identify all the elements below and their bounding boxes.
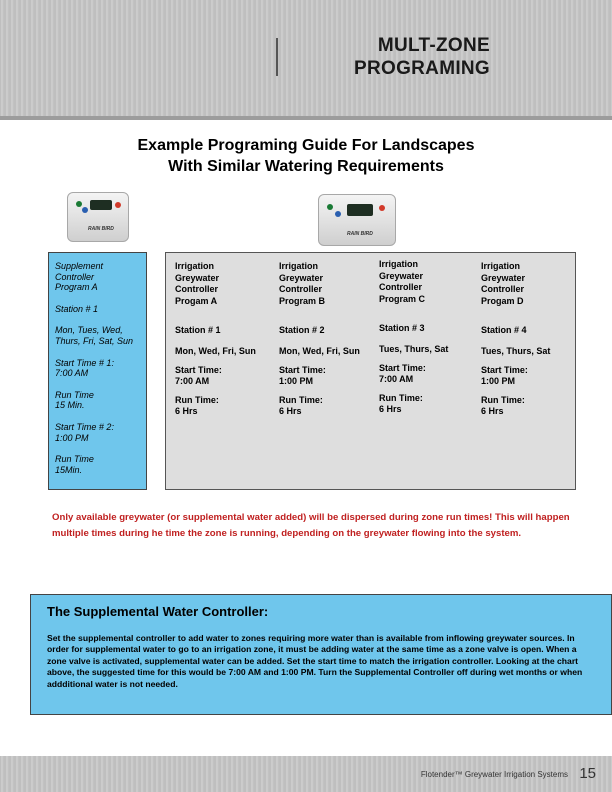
controller-screen — [90, 200, 112, 210]
brand-logo: RAIN BIRD — [88, 226, 114, 232]
program-station: Station # 4 — [481, 325, 527, 335]
irrigation-controller-image — [318, 194, 396, 246]
controller-button — [115, 202, 121, 208]
header-banner — [0, 0, 612, 120]
controller-screen — [347, 204, 373, 216]
supplemental-controller-box — [30, 594, 612, 715]
program-column-c — [379, 259, 479, 414]
controller-button — [335, 211, 341, 217]
program-start-time: Start Time: 7:00 AM — [379, 363, 426, 384]
footer-text: Flotender™ Greywater Irrigation Systems — [420, 770, 568, 779]
program-column-d — [481, 261, 581, 416]
program-station: Station # 2 — [279, 325, 325, 335]
controller-button — [76, 201, 82, 207]
supplement-run-time-1: Run Time 15 Min. — [55, 389, 94, 411]
program-start-time: Start Time: 1:00 PM — [481, 365, 528, 386]
program-header: Irrigation Greywater Controller Program B — [279, 261, 326, 306]
page-number: 15 — [579, 765, 596, 782]
program-header: Irrigation Greywater Controller Progam A — [175, 261, 220, 306]
controller-button — [82, 207, 88, 213]
program-days: Tues, Thurs, Sat — [481, 346, 551, 356]
program-column-a — [175, 261, 275, 416]
program-start-time: Start Time: 7:00 AM — [175, 365, 222, 386]
page-title-line2: PROGRAMING — [354, 58, 490, 79]
program-station: Station # 1 — [175, 325, 221, 335]
program-run-time: Run Time: 6 Hrs — [279, 395, 323, 416]
header-divider — [276, 38, 278, 76]
supplement-start-time-2: Start Time # 2: 1:00 PM — [55, 421, 114, 443]
supplement-start-time-1: Start Time # 1: 7:00 AM — [55, 357, 114, 379]
section-heading-line1: Example Programing Guide For Landscapes — [137, 137, 475, 154]
greywater-note: Only available greywater (or supplemental water added) will be dispersed during zone run times! This will happen multiple times during he time the zone is running, depending on the greywater flowing into the system. — [52, 512, 570, 539]
section-heading — [0, 135, 612, 177]
page-title-line1: MULT-ZONE — [377, 35, 490, 56]
program-days: Mon, Wed, Fri, Sun — [175, 346, 256, 356]
controller-button — [327, 204, 333, 210]
supplement-program-panel — [48, 252, 147, 490]
supplemental-body: Set the supplemental controller to add water to zones requiring more water than is available from inflowing greywater sources. In order for supplemental water to go to an irrigation zone, it must be adding water at the same time as a zone valve is open. When a zone valve is activated, supplemental water can be added. Set the start time to match the irrigation controller. Looking at the chart above, the suggested time for this would be 7:00 AM and 1:00 PM. Turn the Supplemental Controller off during wet months or when addditional water is not needed. — [47, 633, 583, 689]
supplemental-title: The Supplemental Water Controller: — [47, 604, 269, 619]
program-days: Mon, Wed, Fri, Sun — [279, 346, 360, 356]
supplement-station: Station # 1 — [55, 303, 99, 314]
program-start-time: Start Time: 1:00 PM — [279, 365, 326, 386]
brand-logo: RAIN BIRD — [347, 231, 373, 237]
program-station: Station # 3 — [379, 323, 425, 333]
section-heading-line2: With Similar Watering Requirements — [168, 158, 444, 175]
controller-button — [379, 205, 385, 211]
supplement-controller-image — [67, 192, 129, 242]
program-run-time: Run Time: 6 Hrs — [379, 393, 423, 414]
program-run-time: Run Time: 6 Hrs — [481, 395, 525, 416]
page-title — [354, 34, 490, 80]
program-column-b — [279, 261, 379, 416]
supplement-run-time-2: Run Time 15Min. — [55, 454, 94, 475]
supplement-program-title: Supplement Controller Program A — [55, 261, 104, 293]
supplement-days: Mon, Tues, Wed, Thurs, Fri, Sat, Sun — [55, 325, 134, 346]
program-run-time: Run Time: 6 Hrs — [175, 395, 219, 416]
footer-banner — [0, 756, 612, 792]
program-grid — [165, 252, 576, 490]
program-header: Irrigation Greywater Controller Program C — [379, 259, 426, 304]
program-days: Tues, Thurs, Sat — [379, 344, 449, 354]
program-header: Irrigation Greywater Controller Progam D — [481, 261, 526, 306]
